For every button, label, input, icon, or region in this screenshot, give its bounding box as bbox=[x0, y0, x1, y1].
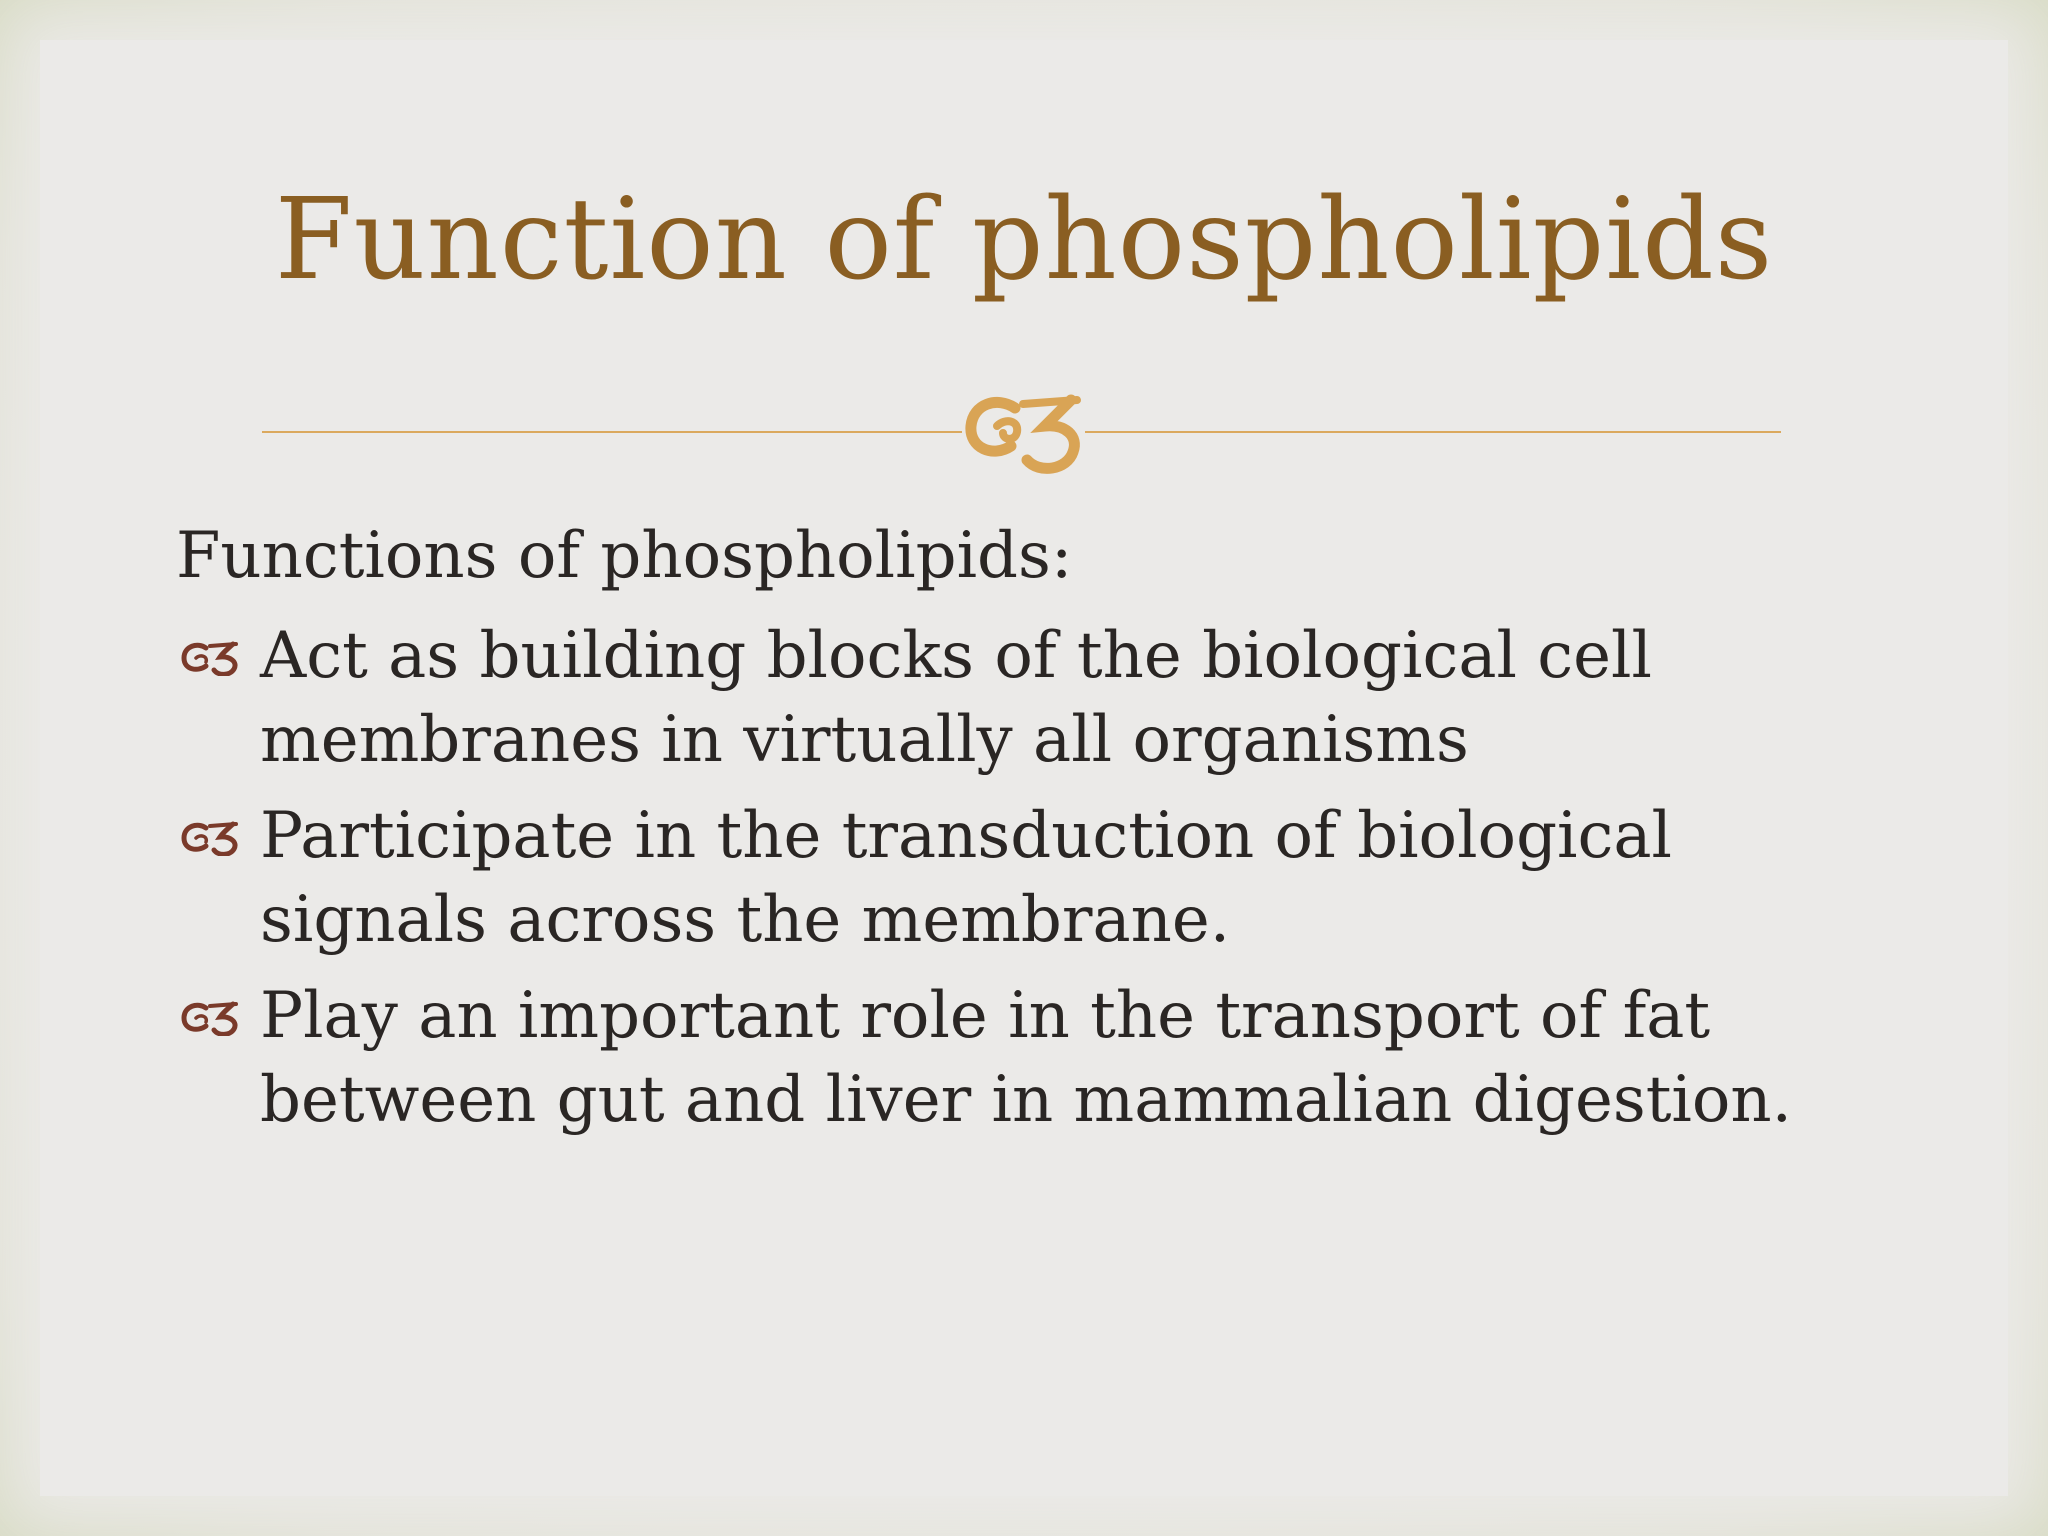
flourish-bullet-icon bbox=[178, 636, 242, 676]
bullet-item bbox=[176, 614, 1836, 782]
flourish-bullet-icon bbox=[178, 996, 242, 1036]
slide-body bbox=[176, 510, 1836, 1142]
bullet-text: Act as building blocks of the biological cell membranes in virtually all organisms bbox=[260, 619, 1652, 777]
title-divider-left bbox=[262, 431, 962, 433]
slide-title: Function of phospholipids bbox=[274, 175, 1774, 305]
intro-text: Functions of phospholipids: bbox=[176, 519, 1073, 593]
flourish-bullet-icon bbox=[178, 816, 242, 856]
flourish-ornament-icon bbox=[953, 378, 1093, 478]
bullet-item bbox=[176, 794, 1836, 962]
bullet-item bbox=[176, 974, 1836, 1142]
bullet-text: Participate in the transduction of biological signals across the membrane. bbox=[260, 799, 1672, 957]
title-divider-right bbox=[1085, 431, 1781, 433]
bullet-text: Play an important role in the transport of fat between gut and liver in mammalian digestion. bbox=[260, 979, 1792, 1137]
